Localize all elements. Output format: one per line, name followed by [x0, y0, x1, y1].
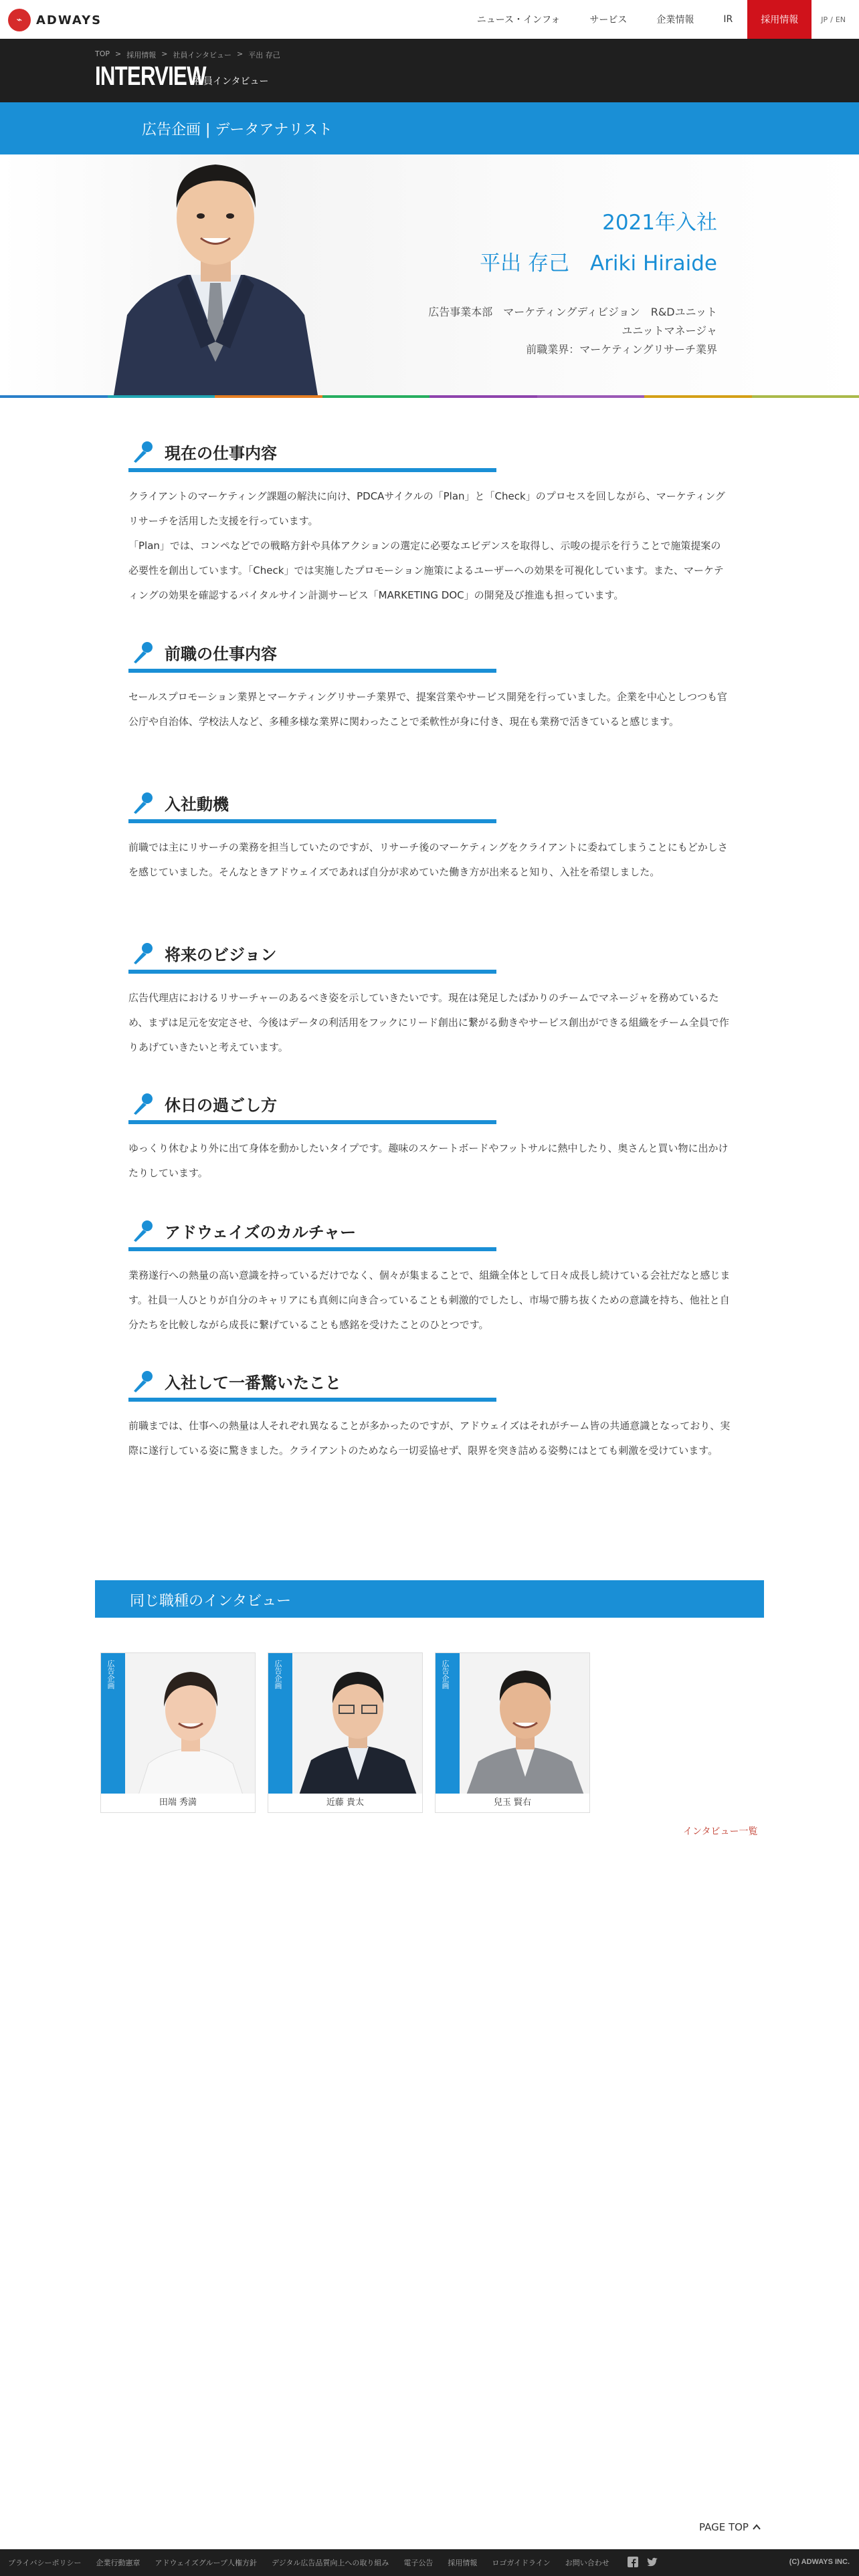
- section-paragraph: 「Plan」では、コンペなどでの戦略方針や具体アクションの選定に必要なエビデンスを取得し、示唆の提示を行うことで施策提案の必要性を創出しています。「Check」では実施したプロモーション施策によるユーザーへの効果を可視化しています。また、マーケティングの効果を確認するバイタルサイン計測サービス「MARKETING DOC」の開発及び推進も担っています。: [128, 540, 724, 601]
- interview-list-link[interactable]: インタビュー一覧: [683, 1826, 758, 1837]
- card-tag-label: 広告企画: [441, 1660, 450, 1689]
- site-footer: [0, 2549, 859, 2576]
- microphone-icon: [130, 1368, 155, 1394]
- employee-photo: [107, 154, 324, 395]
- language-switch: [812, 15, 859, 24]
- related-title: 同じ職種のインタビュー: [130, 1593, 292, 1610]
- logo-text: ADWAYS: [36, 13, 102, 27]
- footer-link[interactable]: 企業行動憲章: [96, 2559, 140, 2567]
- join-year: 2021年入社: [602, 211, 717, 235]
- section-surprise: [128, 1364, 731, 1463]
- nav-service[interactable]: サービス: [589, 15, 628, 25]
- logo-mark-icon: ⌁: [8, 9, 31, 31]
- section-heading: [128, 1214, 496, 1251]
- card-tag: [101, 1653, 125, 1795]
- nav-company[interactable]: 企業情報: [656, 15, 694, 25]
- microphone-icon: [130, 790, 155, 815]
- section-paragraph: 広告代理店におけるリサーチャーのあるべき姿を示していきたいです。現在は発足したばかりのチームでマネージャを務めているため、まずは足元を安定させ、今後はデータの利活用をフックにリード創出に繋がる動きやサービス創出ができる組織をチーム全員で作りあげていきたいと考えています。: [128, 992, 729, 1053]
- lang-sep: /: [830, 15, 833, 24]
- section-paragraph: セールスプロモーション業界とマーケティングリサーチ業界で、提案営業やサービス開発を行っていました。企業を中心としつつも官公庁や自治体、学校法人など、多種多様な業界に関わったことで柔軟性が身に付き、現在も業務で活きていると感じます。: [128, 691, 728, 728]
- page-top-label: PAGE TOP: [699, 2521, 749, 2533]
- section-paragraph: クライアントのマーケティング課題の解決に向け、PDCAサイクルの「Plan」と「Check」のプロセスを回しながら、マーケティングリサーチを活用した支援を行っています。: [128, 490, 725, 527]
- nav-recruit[interactable]: 採用情報: [747, 0, 812, 39]
- department-line: 広告事業本部 マーケティングディビジョン R&Dユニット: [428, 306, 717, 318]
- breadcrumb-current: 平出 存己: [248, 51, 280, 60]
- section-title: 現在の仕事内容: [165, 443, 277, 463]
- interview-card[interactable]: [268, 1652, 423, 1813]
- section-heading: [128, 435, 496, 472]
- interview-card[interactable]: [435, 1652, 590, 1813]
- section-paragraph: 前職では主にリサーチの業務を担当していたのですが、リサーチ後のマーケティングをクライアントに委ねてしまうことにもどかしさを感じていました。そんなときアドウェイズであれば自分が求めていた働き方が出来ると知り、入社を希望しました。: [128, 841, 728, 878]
- facebook-icon[interactable]: [628, 2557, 638, 2567]
- section-paragraph: 前職までは、仕事への熱量は人それぞれ異なることが多かったのですが、アドウェイズはそれがチーム皆の共通意識となっており、実際に遂行している姿に驚きました。クライアントのためなら一切妥協せず、限界を突き詰める姿勢にはとても刺激を受けています。: [128, 1420, 731, 1457]
- related-interviews-heading: [95, 1580, 764, 1618]
- section-body: [128, 986, 731, 1060]
- section-body: [128, 835, 731, 885]
- footer-links: [8, 2557, 609, 2568]
- card-tag-label: 広告企画: [106, 1660, 115, 1689]
- section-body: [128, 1263, 731, 1337]
- section-current-work: [128, 435, 731, 608]
- footer-link[interactable]: ロゴガイドライン: [492, 2559, 551, 2567]
- card-person-name: 兒玉 賢右: [436, 1794, 589, 1812]
- person-photo: [125, 1653, 256, 1795]
- page-top-button[interactable]: [699, 2521, 761, 2533]
- section-heading: [128, 936, 496, 974]
- breadcrumb-top[interactable]: TOP: [95, 49, 110, 58]
- breadcrumb-interview[interactable]: 社員インタビュー: [173, 51, 232, 60]
- section-body: [128, 1136, 731, 1186]
- section-heading: [128, 786, 496, 823]
- footer-link[interactable]: デジタル広告品質向上への取り組み: [272, 2559, 389, 2567]
- card-tag: [436, 1653, 460, 1795]
- twitter-icon[interactable]: [646, 2557, 658, 2567]
- section-previous-work: [128, 635, 731, 734]
- section-culture: [128, 1214, 731, 1337]
- section-title: 入社動機: [165, 794, 229, 814]
- adways-logo[interactable]: [8, 7, 102, 33]
- breadcrumb-recruit[interactable]: 採用情報: [126, 51, 157, 60]
- nav-ir[interactable]: IR: [723, 14, 733, 25]
- footer-link[interactable]: プライバシーポリシー: [8, 2559, 82, 2567]
- card-person-name: 近藤 貴太: [268, 1794, 422, 1812]
- global-nav: [462, 0, 859, 39]
- microphone-icon: [130, 940, 155, 966]
- previous-industry: 前職業界：マーケティングリサーチ業界: [526, 343, 717, 356]
- page-title-en: INTERVIEW: [95, 62, 206, 91]
- page-title-ja: 社員インタビュー: [194, 76, 269, 87]
- section-body: [128, 1414, 731, 1463]
- breadcrumb-separator: >: [237, 49, 244, 58]
- section-paragraph: 業務遂行への熱量の高い意識を持っているだけでなく、個々が集まることで、組織全体として日々成長し続けている会社だなと感じます。社員一人ひとりが自分のキャリアにも真剣に向き合っていることも刺激的でしたし、市場で勝ち抜くための意識を持ち、他社と自分たちを比較しながら成長に繋げていることも感銘を受けたことのひとつです。: [128, 1269, 731, 1331]
- section-heading: [128, 1364, 496, 1402]
- department: [428, 303, 717, 340]
- lang-en[interactable]: EN: [835, 15, 846, 24]
- section-body: [128, 484, 731, 608]
- section-title: 休日の過ごし方: [165, 1095, 277, 1115]
- section-body: [128, 685, 731, 734]
- lang-jp[interactable]: JP: [821, 15, 828, 24]
- footer-link[interactable]: お問い合わせ: [565, 2559, 609, 2567]
- profile-hero: [0, 154, 859, 395]
- profile-info: [428, 205, 717, 359]
- role-label: 広告企画 | データアナリスト: [142, 122, 332, 138]
- card-person-name: 田端 秀満: [101, 1794, 255, 1812]
- department-line: ユニットマネージャ: [622, 324, 717, 337]
- person-photo: [460, 1653, 590, 1795]
- section-title: 前職の仕事内容: [165, 644, 277, 663]
- breadcrumb-separator: >: [115, 49, 122, 58]
- employee-name: 平出 存己 Ariki Hiraide: [480, 251, 717, 276]
- section-heading: [128, 1087, 496, 1124]
- nav-news[interactable]: ニュース・インフォ: [476, 15, 561, 25]
- section-holiday: [128, 1087, 731, 1186]
- microphone-icon: [130, 639, 155, 665]
- footer-link[interactable]: 採用情報: [448, 2559, 478, 2567]
- breadcrumb: [95, 49, 280, 60]
- page-title: [95, 63, 268, 90]
- breadcrumb-separator: >: [161, 49, 168, 58]
- microphone-icon: [130, 439, 155, 464]
- section-heading: [128, 635, 496, 673]
- section-title: アドウェイズのカルチャー: [165, 1222, 357, 1242]
- interview-card[interactable]: [100, 1652, 256, 1813]
- footer-link[interactable]: 電子公告: [403, 2559, 434, 2567]
- section-title: 将来のビジョン: [165, 945, 277, 964]
- section-motivation: [128, 786, 731, 885]
- page-header-band: [0, 39, 859, 102]
- copyright: (C) ADWAYS INC.: [789, 2558, 850, 2566]
- section-paragraph: ゆっくり休むより外に出て身体を動かしたいタイプです。趣味のスケートボードやフットサルに熱中したり、奥さんと買い物に出かけたりしています。: [128, 1142, 729, 1179]
- microphone-icon: [130, 1218, 155, 1243]
- card-tag: [268, 1653, 292, 1795]
- section-vision: [128, 936, 731, 1060]
- footer-link[interactable]: アドウェイズグループ人権方針: [155, 2559, 258, 2567]
- section-title: 入社して一番驚いたこと: [165, 1373, 341, 1392]
- chevron-up-icon: [753, 2524, 761, 2531]
- microphone-icon: [130, 1091, 155, 1116]
- site-header: [0, 0, 859, 39]
- role-band: [0, 102, 859, 154]
- card-tag-label: 広告企画: [274, 1660, 282, 1689]
- rainbow-divider: [0, 395, 859, 398]
- social-links: [628, 2557, 658, 2567]
- person-photo: [292, 1653, 423, 1795]
